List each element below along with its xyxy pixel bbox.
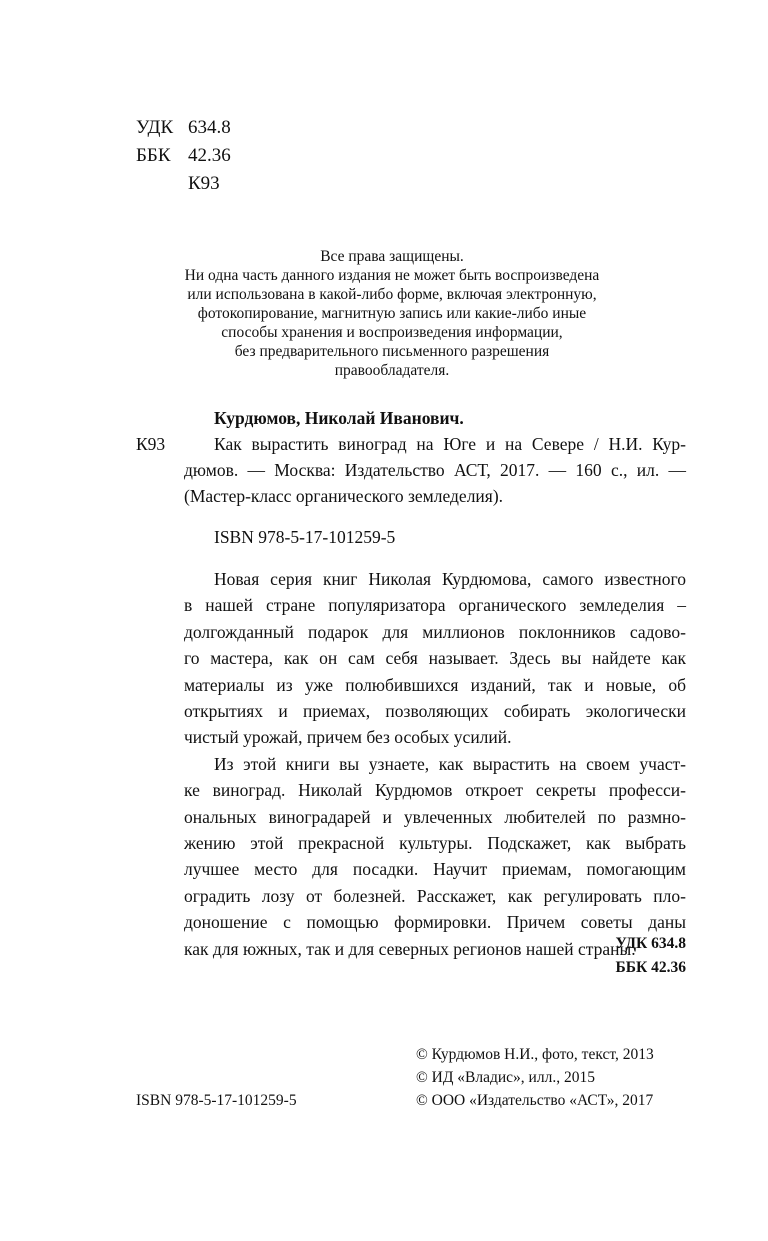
- rights-line: Все права защищены.: [320, 248, 464, 265]
- annotation-line: открытиях и приемах, позволяющих собирать экологически: [184, 701, 686, 722]
- rights-line: правообладателя.: [334, 362, 450, 379]
- annotation-line: в нашей стране популяризатора органического земледелия –: [184, 595, 686, 616]
- udk-label: УДК: [136, 117, 174, 138]
- annotation-line: оградить лозу от болезней. Расскажет, как регулировать пло-: [184, 885, 686, 906]
- author-heading: Курдюмов, Николай Иванович.: [214, 408, 464, 428]
- bibliographic-description: [184, 431, 686, 509]
- footer-bbk: ББК 42.36: [615, 959, 686, 976]
- annotation-line: жению этой прекрасной культуры. Подскажет, как выбрать: [184, 833, 686, 854]
- annotation-line: долгожданный подарок для миллионов поклонников садово-: [184, 621, 686, 642]
- udk-row: [136, 114, 231, 142]
- bbk-label: ББК: [136, 145, 171, 166]
- rights-line: способы хранения и воспроизведения информации,: [221, 324, 563, 341]
- annotation-line: го мастера, как он сам себя называет. Здесь вы найдете как: [184, 648, 686, 669]
- annotation-line: как для южных, так и для северных регионов нашей страны.: [184, 938, 636, 959]
- biblio-line: Как вырастить виноград на Юге и на Севере / Н.И. Кур-: [214, 434, 686, 454]
- bbk-row: [136, 142, 231, 170]
- rights-line: без предварительного письменного разрешения: [234, 343, 550, 360]
- copyright-line: © ИД «Владис», илл., 2015: [416, 1069, 595, 1086]
- rights-line: или использована в какой-либо форме, включая электронную,: [187, 286, 597, 303]
- isbn-main: ISBN 978-5-17-101259-5: [214, 527, 396, 547]
- annotation-line: ональных виноградарей и увлеченных любителей по размно-: [184, 806, 686, 827]
- annotation-line: материалы из уже полюбившихся изданий, так и новые, об: [184, 674, 686, 695]
- rights-line: фотокопирование, магнитную запись или какие-либо иные: [197, 305, 587, 322]
- copyright-block: [416, 1043, 654, 1112]
- annotation-line: ке виноград. Николай Курдюмов откроет секреты професси-: [184, 780, 686, 801]
- footer-udk: УДК 634.8: [615, 935, 686, 952]
- copyright-line: © Курдюмов Н.И., фото, текст, 2013: [416, 1046, 654, 1063]
- annotation-line: Из этой книги вы узнаете, как вырастить на своем участ-: [214, 753, 686, 774]
- biblio-line: (Мастер-класс органического земледелия).: [184, 486, 504, 506]
- annotation-line: лучшее место для посадки. Научит приемам, помогающим: [184, 859, 686, 880]
- rights-line: Ни одна часть данного издания не может быть воспроизведена: [184, 267, 600, 284]
- footer-classification: [616, 932, 686, 980]
- annotation-line: чистый урожай, причем без особых усилий.: [184, 727, 512, 748]
- isbn-footer: ISBN 978-5-17-101259-5: [136, 1092, 297, 1109]
- author-sign: К93: [188, 173, 220, 194]
- rights-notice: [150, 247, 634, 380]
- annotation-line: доношение с помощью формировки. Причем советы даны: [184, 912, 686, 933]
- biblio-line: дюмов. — Москва: Издательство АСТ, 2017. — 160 с., ил. —: [184, 460, 686, 480]
- classification-codes: [136, 114, 231, 198]
- copyright-line: © ООО «Издательство «АСТ», 2017: [416, 1092, 654, 1109]
- bibliographic-sign: К93: [136, 434, 166, 454]
- bbk-value: 42.36: [188, 145, 231, 166]
- annotation-line: Новая серия книг Николая Курдюмова, самого известного: [214, 569, 686, 589]
- udk-value: 634.8: [188, 117, 231, 138]
- annotation: [184, 566, 686, 962]
